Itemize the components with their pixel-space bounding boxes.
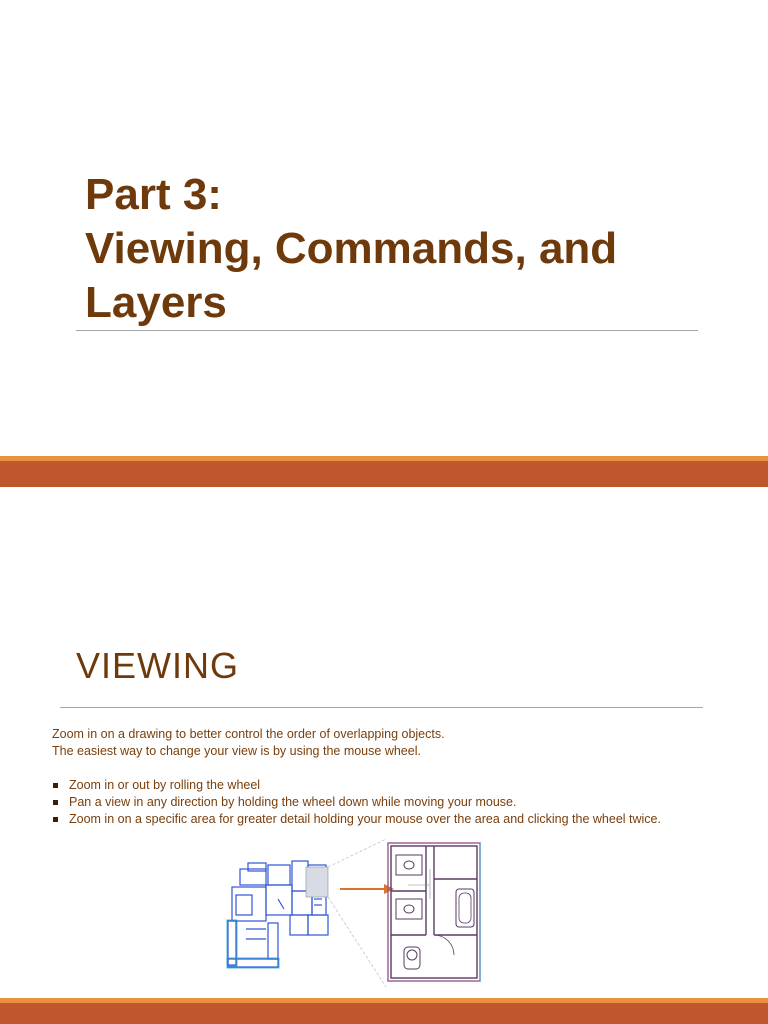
band-stripe: [0, 998, 768, 1003]
viewing-slide: [0, 487, 768, 998]
bullet-square-icon: [53, 817, 58, 822]
slide-title: [85, 168, 725, 330]
bullet-item: Zoom in or out by rolling the wheel: [52, 777, 752, 794]
heading-divider: [60, 707, 703, 708]
title-line-1: Part 3:: [85, 170, 222, 219]
title-slide: [0, 0, 768, 456]
slide-separator-band: [0, 998, 768, 1024]
viewing-heading: VIEWING: [76, 645, 240, 686]
bullet-list: [52, 777, 752, 828]
band-stripe: [0, 456, 768, 461]
body-paragraph: The easiest way to change your view is by using the mouse wheel.: [52, 744, 421, 758]
title-line-2: Viewing, Commands, and: [85, 224, 618, 273]
bullet-square-icon: [53, 800, 58, 805]
slide-body: [52, 726, 752, 828]
zoom-floorplan-illustration: [218, 839, 486, 987]
title-divider: [76, 330, 698, 331]
body-paragraph: Zoom in on a drawing to better control the order of overlapping objects.: [52, 727, 445, 741]
slide-separator-band: [0, 456, 768, 487]
bullet-item: Zoom in on a specific area for greater detail holding your mouse over the area and clicking the wheel twice.: [52, 811, 752, 828]
title-line-3: Layers: [85, 278, 227, 327]
bullet-square-icon: [53, 783, 58, 788]
bullet-item: Pan a view in any direction by holding the wheel down while moving your mouse.: [52, 794, 752, 811]
